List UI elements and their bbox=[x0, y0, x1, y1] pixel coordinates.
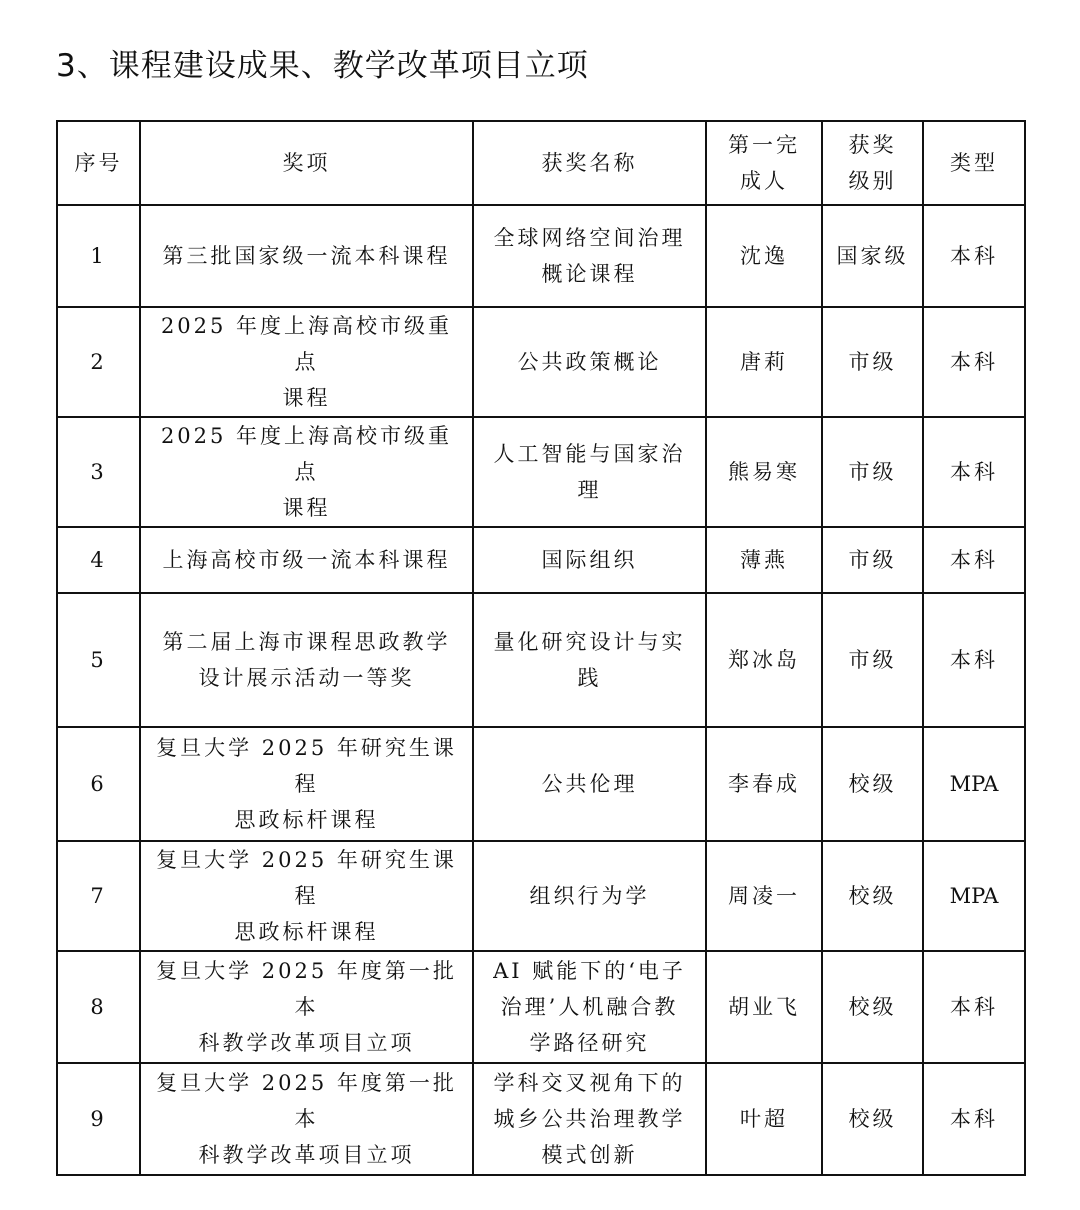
cell-award-level: 校级 bbox=[822, 841, 923, 951]
cell-award-level: 国家级 bbox=[822, 205, 923, 307]
name-line: 国际组织 bbox=[541, 548, 638, 572]
cell-award bbox=[140, 205, 473, 307]
cell-index: 2 bbox=[57, 307, 140, 417]
table-row bbox=[57, 205, 1025, 307]
cell-index: 3 bbox=[57, 417, 140, 527]
award-line: 课程 bbox=[282, 496, 331, 520]
header-type: 类型 bbox=[923, 121, 1025, 205]
header-award-level bbox=[822, 121, 923, 205]
award-line: 科教学改革项目立项 bbox=[198, 1031, 415, 1055]
cell-type: 本科 bbox=[923, 307, 1025, 417]
table-row bbox=[57, 593, 1025, 727]
cell-index: 4 bbox=[57, 527, 140, 593]
header-award-level-line2: 级别 bbox=[848, 169, 897, 193]
cell-award bbox=[140, 727, 473, 841]
name-line: 公共政策概论 bbox=[517, 350, 662, 374]
name-line: 学科交叉视角下的 bbox=[493, 1071, 686, 1095]
cell-first-person: 胡业飞 bbox=[706, 951, 822, 1063]
table-row bbox=[57, 1063, 1025, 1175]
name-line: 概论课程 bbox=[541, 262, 638, 286]
award-line: 思政标杆课程 bbox=[234, 920, 379, 944]
header-award: 奖项 bbox=[140, 121, 473, 205]
award-line: 课程 bbox=[282, 386, 331, 410]
header-index: 序号 bbox=[57, 121, 140, 205]
header-first-person-line1: 第一完 bbox=[728, 133, 800, 157]
cell-award-level: 市级 bbox=[822, 527, 923, 593]
cell-award-name bbox=[473, 727, 706, 841]
name-line: 全球网络空间治理 bbox=[493, 226, 686, 250]
award-line: 2025 年度上海高校市级重点 bbox=[160, 424, 453, 484]
cell-award-level: 校级 bbox=[822, 727, 923, 841]
award-line: 设计展示活动一等奖 bbox=[198, 666, 415, 690]
cell-award bbox=[140, 527, 473, 593]
award-line: 2025 年度上海高校市级重点 bbox=[160, 314, 453, 374]
table-row bbox=[57, 307, 1025, 417]
cell-award bbox=[140, 307, 473, 417]
cell-index: 8 bbox=[57, 951, 140, 1063]
cell-type: MPA bbox=[923, 841, 1025, 951]
header-award-level-line1: 获奖 bbox=[848, 133, 897, 157]
cell-award-name bbox=[473, 1063, 706, 1175]
cell-index: 7 bbox=[57, 841, 140, 951]
cell-award bbox=[140, 841, 473, 951]
cell-first-person: 沈逸 bbox=[706, 205, 822, 307]
cell-index: 5 bbox=[57, 593, 140, 727]
name-line: AI 赋能下的‘电子 bbox=[493, 959, 686, 983]
cell-first-person: 周凌一 bbox=[706, 841, 822, 951]
award-line: 复旦大学 2025 年度第一批本 bbox=[156, 1071, 457, 1131]
table-row bbox=[57, 727, 1025, 841]
award-line: 科教学改革项目立项 bbox=[198, 1143, 415, 1167]
name-line: 治理’人机融合教 bbox=[500, 995, 679, 1019]
name-line: 量化研究设计与实 bbox=[493, 630, 686, 654]
table-row bbox=[57, 841, 1025, 951]
award-line: 第二届上海市课程思政教学 bbox=[162, 630, 451, 654]
cell-award-level: 市级 bbox=[822, 593, 923, 727]
award-line: 复旦大学 2025 年研究生课程 bbox=[156, 736, 457, 796]
cell-award-name bbox=[473, 527, 706, 593]
cell-award-level: 市级 bbox=[822, 307, 923, 417]
name-line: 公共伦理 bbox=[541, 772, 638, 796]
award-line: 复旦大学 2025 年度第一批本 bbox=[156, 959, 457, 1019]
cell-award-name bbox=[473, 205, 706, 307]
award-line: 思政标杆课程 bbox=[234, 808, 379, 832]
award-line: 复旦大学 2025 年研究生课程 bbox=[156, 848, 457, 908]
cell-award bbox=[140, 1063, 473, 1175]
name-line: 模式创新 bbox=[541, 1143, 638, 1167]
cell-type: MPA bbox=[923, 727, 1025, 841]
name-line: 组织行为学 bbox=[529, 884, 650, 908]
table-row bbox=[57, 417, 1025, 527]
cell-first-person: 唐莉 bbox=[706, 307, 822, 417]
cell-first-person: 叶超 bbox=[706, 1063, 822, 1175]
cell-index: 9 bbox=[57, 1063, 140, 1175]
table-row bbox=[57, 527, 1025, 593]
name-line: 践 bbox=[577, 666, 602, 690]
cell-award-level: 校级 bbox=[822, 951, 923, 1063]
awards-table bbox=[56, 120, 1026, 1176]
cell-first-person: 李春成 bbox=[706, 727, 822, 841]
name-line: 学路径研究 bbox=[529, 1031, 650, 1055]
name-line: 城乡公共治理教学 bbox=[493, 1107, 686, 1131]
cell-type: 本科 bbox=[923, 417, 1025, 527]
cell-type: 本科 bbox=[923, 951, 1025, 1063]
name-line: 理 bbox=[577, 478, 602, 502]
header-first-person bbox=[706, 121, 822, 205]
cell-award-level: 市级 bbox=[822, 417, 923, 527]
cell-type: 本科 bbox=[923, 205, 1025, 307]
cell-index: 1 bbox=[57, 205, 140, 307]
cell-award bbox=[140, 417, 473, 527]
cell-award-name bbox=[473, 951, 706, 1063]
table-header-row bbox=[57, 121, 1025, 205]
award-line: 上海高校市级一流本科课程 bbox=[162, 548, 451, 572]
cell-award-level: 校级 bbox=[822, 1063, 923, 1175]
cell-type: 本科 bbox=[923, 593, 1025, 727]
cell-type: 本科 bbox=[923, 527, 1025, 593]
header-first-person-line2: 成人 bbox=[740, 169, 788, 193]
cell-award bbox=[140, 951, 473, 1063]
cell-award-name bbox=[473, 841, 706, 951]
cell-first-person: 郑冰岛 bbox=[706, 593, 822, 727]
cell-first-person: 薄燕 bbox=[706, 527, 822, 593]
cell-index: 6 bbox=[57, 727, 140, 841]
cell-award bbox=[140, 593, 473, 727]
section-title: 3、课程建设成果、教学改革项目立项 bbox=[56, 48, 589, 84]
cell-award-name bbox=[473, 417, 706, 527]
cell-award-name bbox=[473, 593, 706, 727]
name-line: 人工智能与国家治 bbox=[493, 442, 686, 466]
award-line: 第三批国家级一流本科课程 bbox=[162, 244, 451, 268]
header-award-name: 获奖名称 bbox=[473, 121, 706, 205]
cell-award-name bbox=[473, 307, 706, 417]
table-row bbox=[57, 951, 1025, 1063]
cell-type: 本科 bbox=[923, 1063, 1025, 1175]
cell-first-person: 熊易寒 bbox=[706, 417, 822, 527]
